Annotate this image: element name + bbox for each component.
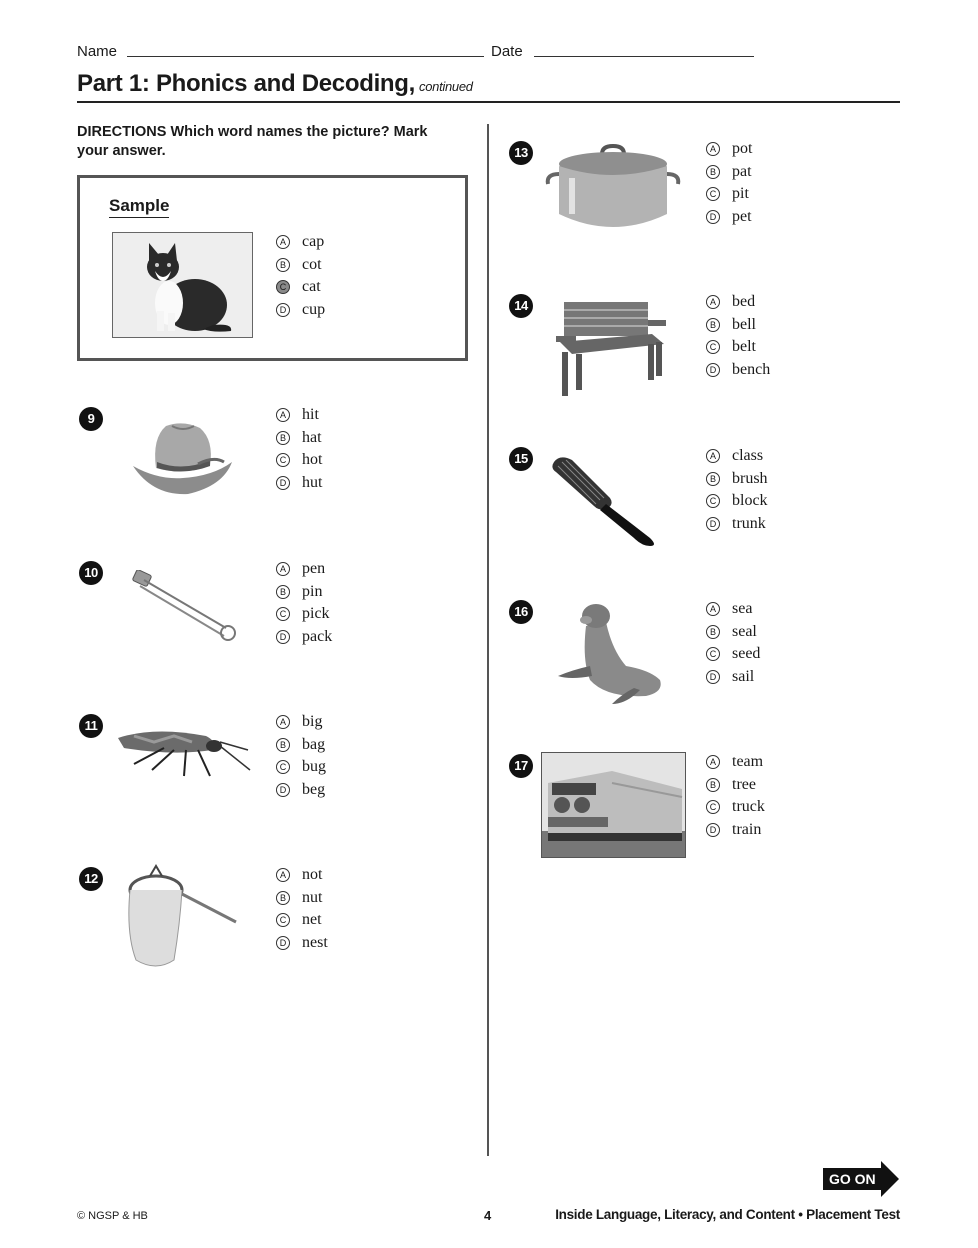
pot-image bbox=[544, 144, 682, 234]
question-number: 14 bbox=[509, 294, 533, 318]
option-b[interactable] bbox=[706, 468, 768, 491]
option-a[interactable] bbox=[706, 445, 768, 468]
option-word: bed bbox=[732, 293, 756, 311]
book-title: Inside Language, Literacy, and Content • Placement Test bbox=[555, 1207, 900, 1222]
option-word: pin bbox=[302, 582, 323, 600]
option-word: big bbox=[302, 713, 323, 731]
brush-image bbox=[550, 452, 662, 548]
answer-bubble[interactable]: B bbox=[706, 472, 720, 486]
option-word: trunk bbox=[732, 514, 766, 532]
answer-bubble-marked[interactable]: C bbox=[276, 280, 290, 294]
seal-image bbox=[556, 600, 668, 706]
option-word: net bbox=[302, 911, 322, 929]
sample-option-a[interactable] bbox=[276, 231, 325, 254]
answer-bubble[interactable]: B bbox=[276, 258, 290, 272]
option-c[interactable] bbox=[706, 796, 765, 819]
option-a[interactable] bbox=[706, 598, 760, 621]
option-word: bug bbox=[302, 758, 326, 776]
option-word: train bbox=[732, 820, 762, 838]
sample-option-d[interactable] bbox=[276, 299, 325, 322]
copyright: © NGSP & HB bbox=[77, 1210, 148, 1222]
option-word: bag bbox=[302, 735, 326, 753]
option-word: beg bbox=[302, 780, 326, 798]
option-b[interactable] bbox=[276, 427, 322, 450]
question-options bbox=[276, 711, 326, 801]
option-word: not bbox=[302, 866, 323, 884]
page-title bbox=[77, 70, 473, 98]
option-d[interactable] bbox=[706, 513, 768, 536]
option-word: tree bbox=[732, 775, 756, 793]
question-options bbox=[706, 138, 752, 228]
date-field[interactable] bbox=[534, 56, 754, 57]
answer-bubble[interactable]: C bbox=[276, 453, 290, 467]
date-label: Date bbox=[491, 43, 523, 60]
question-number: 15 bbox=[509, 447, 533, 471]
option-c[interactable] bbox=[706, 183, 752, 206]
answer-bubble[interactable]: B bbox=[276, 585, 290, 599]
directions-text: Which word names the picture? Mark your answer. bbox=[77, 124, 428, 159]
option-word: seal bbox=[732, 622, 757, 640]
option-a[interactable] bbox=[706, 291, 770, 314]
option-word: pick bbox=[302, 605, 330, 623]
option-word: pet bbox=[732, 207, 752, 225]
sample-title: Sample bbox=[109, 196, 169, 218]
answer-bubble[interactable]: B bbox=[706, 778, 720, 792]
answer-bubble[interactable]: D bbox=[706, 823, 720, 837]
arrow-right-icon bbox=[881, 1161, 899, 1197]
option-word: brush bbox=[732, 469, 768, 487]
answer-bubble[interactable]: C bbox=[706, 340, 720, 354]
question-options bbox=[706, 445, 768, 535]
option-b[interactable] bbox=[706, 774, 765, 797]
question-number: 10 bbox=[79, 561, 103, 585]
name-field[interactable] bbox=[127, 56, 484, 57]
answer-bubble[interactable]: C bbox=[706, 187, 720, 201]
option-word: hut bbox=[302, 473, 323, 491]
answer-bubble[interactable]: A bbox=[276, 408, 290, 422]
question-options bbox=[276, 558, 332, 648]
answer-bubble[interactable]: A bbox=[276, 562, 290, 576]
question-number: 9 bbox=[79, 407, 103, 431]
answer-bubble[interactable]: B bbox=[276, 431, 290, 445]
sample-option-c[interactable] bbox=[276, 276, 325, 299]
answer-bubble[interactable]: D bbox=[276, 476, 290, 490]
answer-bubble[interactable]: A bbox=[706, 449, 720, 463]
cat-image bbox=[112, 232, 253, 338]
option-a[interactable] bbox=[276, 404, 322, 427]
answer-bubble[interactable]: B bbox=[706, 318, 720, 332]
option-d[interactable] bbox=[706, 666, 760, 689]
option-word: hot bbox=[302, 451, 323, 469]
option-d[interactable] bbox=[706, 206, 752, 229]
answer-bubble[interactable]: B bbox=[706, 165, 720, 179]
option-b[interactable] bbox=[706, 314, 770, 337]
option-word: sea bbox=[732, 600, 753, 618]
answer-bubble[interactable]: D bbox=[276, 303, 290, 317]
sample-options bbox=[276, 231, 325, 321]
answer-bubble[interactable]: D bbox=[706, 517, 720, 531]
bench-image bbox=[556, 296, 668, 398]
name-label: Name bbox=[77, 43, 118, 60]
option-word: pot bbox=[732, 140, 753, 158]
option-word: pack bbox=[302, 627, 333, 645]
question-number: 12 bbox=[79, 867, 103, 891]
option-word: nut bbox=[302, 888, 323, 906]
option-word: cot bbox=[302, 255, 322, 273]
option-c[interactable] bbox=[276, 756, 326, 779]
bug-image bbox=[114, 720, 254, 788]
option-d[interactable] bbox=[706, 819, 765, 842]
answer-bubble[interactable]: C bbox=[706, 800, 720, 814]
question-number: 17 bbox=[509, 754, 533, 778]
option-word: sail bbox=[732, 667, 755, 685]
option-word: pit bbox=[732, 185, 749, 203]
question-number: 11 bbox=[79, 714, 103, 738]
answer-bubble[interactable]: C bbox=[706, 647, 720, 661]
answer-bubble[interactable]: C bbox=[276, 760, 290, 774]
answer-bubble[interactable]: A bbox=[276, 868, 290, 882]
option-word: cap bbox=[302, 233, 325, 251]
sample-option-b[interactable] bbox=[276, 254, 325, 277]
directions-lead: DIRECTIONS bbox=[77, 124, 167, 140]
option-b[interactable] bbox=[276, 734, 326, 757]
net-image bbox=[122, 864, 240, 970]
option-word: pen bbox=[302, 560, 326, 578]
option-word: block bbox=[732, 492, 768, 510]
option-a[interactable] bbox=[706, 751, 765, 774]
option-a[interactable] bbox=[276, 711, 326, 734]
option-word: class bbox=[732, 447, 764, 465]
option-word: belt bbox=[732, 338, 756, 356]
question-options bbox=[706, 751, 765, 841]
option-a[interactable] bbox=[276, 558, 332, 581]
answer-bubble[interactable]: A bbox=[706, 295, 720, 309]
option-c[interactable] bbox=[706, 336, 770, 359]
answer-bubble[interactable]: C bbox=[706, 494, 720, 508]
answer-bubble[interactable]: C bbox=[276, 913, 290, 927]
answer-bubble[interactable]: B bbox=[276, 738, 290, 752]
option-a[interactable] bbox=[706, 138, 752, 161]
option-word: hat bbox=[302, 428, 322, 446]
safety-pin-image bbox=[130, 570, 240, 646]
option-word: truck bbox=[732, 798, 765, 816]
option-c[interactable] bbox=[276, 603, 332, 626]
answer-bubble[interactable]: D bbox=[706, 210, 720, 224]
question-options bbox=[706, 291, 770, 381]
question-number: 13 bbox=[509, 141, 533, 165]
option-c[interactable] bbox=[276, 909, 328, 932]
option-d[interactable] bbox=[276, 779, 326, 802]
option-b[interactable] bbox=[706, 161, 752, 184]
option-word: seed bbox=[732, 645, 761, 663]
answer-bubble[interactable]: D bbox=[706, 363, 720, 377]
option-b[interactable] bbox=[276, 887, 328, 910]
answer-bubble[interactable]: A bbox=[706, 755, 720, 769]
answer-bubble[interactable]: D bbox=[706, 670, 720, 684]
option-c[interactable] bbox=[706, 490, 768, 513]
option-word: bench bbox=[732, 360, 771, 378]
option-word: pat bbox=[732, 162, 752, 180]
title-suffix: continued bbox=[419, 79, 473, 94]
option-c[interactable] bbox=[706, 643, 760, 666]
option-word: team bbox=[732, 753, 764, 771]
option-word: cat bbox=[302, 278, 321, 296]
option-b[interactable] bbox=[276, 581, 332, 604]
option-word: bell bbox=[732, 315, 756, 333]
title-text: Part 1: Phonics and Decoding, bbox=[77, 70, 416, 97]
page-number: 4 bbox=[484, 1208, 492, 1223]
answer-bubble[interactable]: A bbox=[276, 715, 290, 729]
go-on-arrow bbox=[823, 1164, 899, 1194]
answer-bubble[interactable]: B bbox=[706, 625, 720, 639]
column-divider bbox=[487, 124, 489, 1156]
option-c[interactable] bbox=[276, 449, 322, 472]
answer-bubble[interactable]: B bbox=[276, 891, 290, 905]
directions bbox=[77, 123, 447, 161]
answer-bubble[interactable]: D bbox=[276, 630, 290, 644]
option-word: hit bbox=[302, 406, 319, 424]
question-number: 16 bbox=[509, 600, 533, 624]
question-options bbox=[276, 404, 322, 494]
option-d[interactable] bbox=[276, 932, 328, 955]
option-word: cup bbox=[302, 300, 326, 318]
answer-bubble[interactable]: D bbox=[276, 783, 290, 797]
question-options bbox=[276, 864, 328, 954]
option-d[interactable] bbox=[706, 359, 770, 382]
option-b[interactable] bbox=[706, 621, 760, 644]
go-on-label: GO ON bbox=[823, 1168, 882, 1190]
answer-bubble[interactable]: A bbox=[706, 602, 720, 616]
question-options bbox=[706, 598, 760, 688]
option-word: nest bbox=[302, 933, 328, 951]
answer-bubble[interactable]: D bbox=[276, 936, 290, 950]
title-rule bbox=[77, 101, 900, 103]
option-a[interactable] bbox=[276, 864, 328, 887]
option-d[interactable] bbox=[276, 472, 322, 495]
option-d[interactable] bbox=[276, 626, 332, 649]
answer-bubble[interactable]: A bbox=[706, 142, 720, 156]
answer-bubble[interactable]: A bbox=[276, 235, 290, 249]
train-image bbox=[541, 752, 686, 858]
hat-image bbox=[128, 418, 240, 498]
answer-bubble[interactable]: C bbox=[276, 607, 290, 621]
